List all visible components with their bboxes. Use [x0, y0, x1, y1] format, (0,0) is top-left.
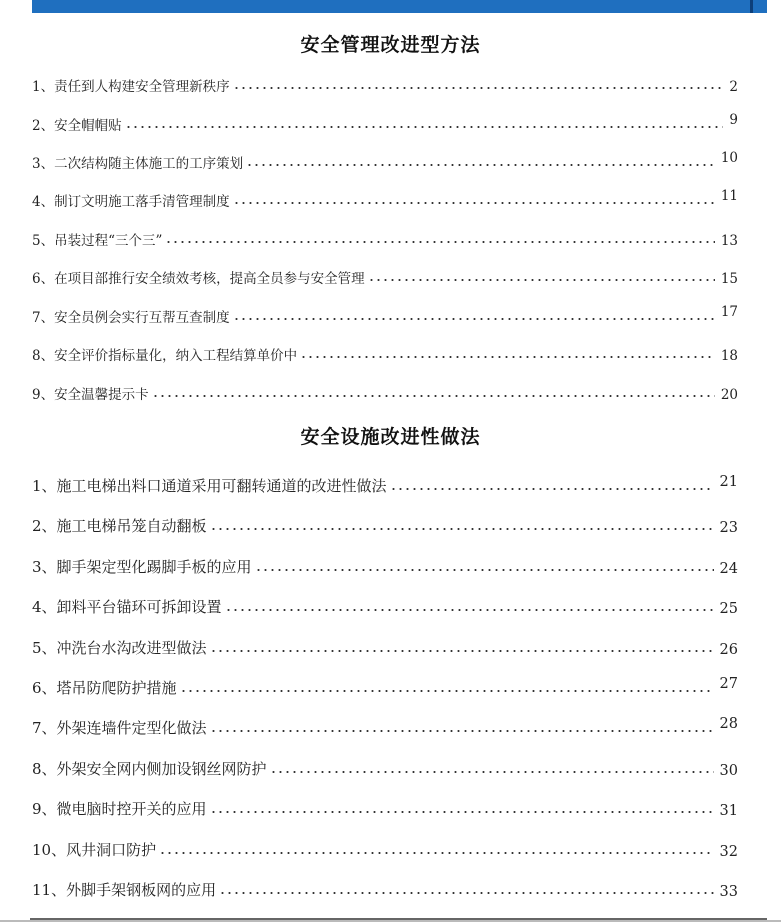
- dot-leader: [125, 119, 724, 129]
- toc-entry-page: 27: [719, 676, 738, 692]
- toc-entry-label: 2、安全帽帽贴: [32, 118, 122, 134]
- toc-entry[interactable]: [32, 474, 738, 496]
- toc-entry-page: 33: [719, 884, 738, 900]
- toc-entry-label: 7、外架连墙件定型化做法: [32, 719, 207, 737]
- toc-entry[interactable]: [32, 112, 738, 134]
- toc-entry-page: 13: [720, 233, 738, 249]
- header-bar: [32, 0, 767, 13]
- toc-entry[interactable]: [32, 342, 738, 364]
- toc-entry-label: 9、微电脑时控开关的应用: [32, 800, 207, 818]
- dot-leader: [368, 272, 715, 282]
- toc-entry-page: 30: [719, 763, 738, 779]
- dot-leader: [233, 195, 715, 205]
- toc-entry-label: 9、安全温馨提示卡: [32, 387, 149, 403]
- dot-leader: [390, 481, 714, 491]
- dot-leader: [180, 683, 714, 693]
- toc-entry-label: 5、冲洗台水沟改进型做法: [32, 639, 207, 657]
- dot-leader: [219, 885, 713, 895]
- dot-leader: [255, 562, 714, 572]
- toc-entry[interactable]: [32, 636, 738, 658]
- dot-leader: [246, 157, 715, 167]
- dot-leader: [152, 388, 715, 398]
- toc-entry[interactable]: [32, 555, 738, 577]
- dot-leader: [210, 723, 714, 733]
- toc-entry-page: 18: [720, 348, 738, 364]
- toc-entry-label: 7、安全员例会实行互帮互查制度: [32, 310, 230, 326]
- toc-entry-page: 15: [720, 271, 738, 287]
- toc-entry[interactable]: [32, 797, 738, 819]
- toc-entry-label: 4、卸料平台锚环可拆卸设置: [32, 598, 222, 616]
- toc-entry-label: 11、外脚手架钢板网的应用: [32, 881, 217, 899]
- toc-entry[interactable]: [32, 838, 738, 860]
- toc-entry-page: 20: [720, 387, 738, 403]
- toc-entry-label: 8、外架安全网内侧加设钢丝网防护: [32, 760, 267, 778]
- toc-entry[interactable]: [32, 757, 738, 779]
- toc-entry[interactable]: [32, 188, 738, 210]
- toc-entry-page: 26: [719, 642, 738, 658]
- toc-entry[interactable]: [32, 595, 738, 617]
- toc-entry-label: 1、施工电梯出料口通道采用可翻转通道的改进性做法: [32, 477, 387, 495]
- dot-leader: [225, 602, 714, 612]
- dot-leader: [300, 349, 715, 359]
- section2-title: 安全设施改进性做法: [300, 426, 481, 448]
- toc-entry-label: 10、风井洞口防护: [32, 841, 157, 859]
- toc-entry-label: 3、二次结构随主体施工的工序策划: [32, 156, 244, 172]
- toc-entry-label: 4、制订文明施工落手清管理制度: [32, 194, 230, 210]
- toc-entry-page: 2: [729, 79, 738, 95]
- toc-entry[interactable]: [32, 878, 738, 900]
- toc-entry-page: 11: [720, 188, 738, 204]
- toc-entry[interactable]: [32, 676, 738, 698]
- toc-entry-page: 25: [719, 601, 738, 617]
- toc-entry-page: 31: [719, 803, 738, 819]
- toc-entry[interactable]: [32, 716, 738, 738]
- toc-entry-page: 28: [719, 716, 738, 732]
- dot-leader: [165, 234, 714, 244]
- toc-entry[interactable]: [32, 150, 738, 172]
- dot-leader: [233, 311, 715, 321]
- toc-entry-page: 17: [720, 304, 738, 320]
- toc-entry-label: 3、脚手架定型化踢脚手板的应用: [32, 558, 252, 576]
- header-bar-edge: [750, 0, 753, 13]
- toc-entry-page: 23: [719, 520, 738, 536]
- toc-entry[interactable]: [32, 227, 738, 249]
- toc-entry-label: 6、塔吊防爬防护措施: [32, 679, 177, 697]
- toc-entry-page: 32: [719, 844, 738, 860]
- toc-entry[interactable]: [32, 304, 738, 326]
- dot-leader: [210, 643, 714, 653]
- toc-entry-label: 8、安全评价指标量化，纳入工程结算单价中: [32, 348, 298, 364]
- dot-leader: [210, 521, 714, 531]
- toc-entry-page: 21: [719, 474, 738, 490]
- toc-entry-page: 9: [729, 112, 738, 128]
- toc-entry[interactable]: [32, 73, 738, 95]
- toc-entry-label: 5、吊装过程“三个三”: [32, 233, 163, 249]
- toc-entry-page: 24: [719, 561, 738, 577]
- dot-leader: [270, 764, 714, 774]
- toc-entry[interactable]: [32, 514, 738, 536]
- dot-leader: [233, 80, 724, 90]
- toc-entry[interactable]: [32, 265, 738, 287]
- toc-entry-label: 6、在项目部推行安全绩效考核，提高全员参与安全管理: [32, 271, 365, 287]
- toc-entry-label: 1、责任到人构建安全管理新秩序: [32, 79, 230, 95]
- toc-entry[interactable]: [32, 381, 738, 403]
- toc-entry-page: 10: [720, 150, 738, 166]
- dot-leader: [210, 804, 714, 814]
- section1-title: 安全管理改进型方法: [300, 34, 481, 56]
- toc-entry-label: 2、施工电梯吊笼自动翻板: [32, 517, 207, 535]
- dot-leader: [159, 845, 713, 855]
